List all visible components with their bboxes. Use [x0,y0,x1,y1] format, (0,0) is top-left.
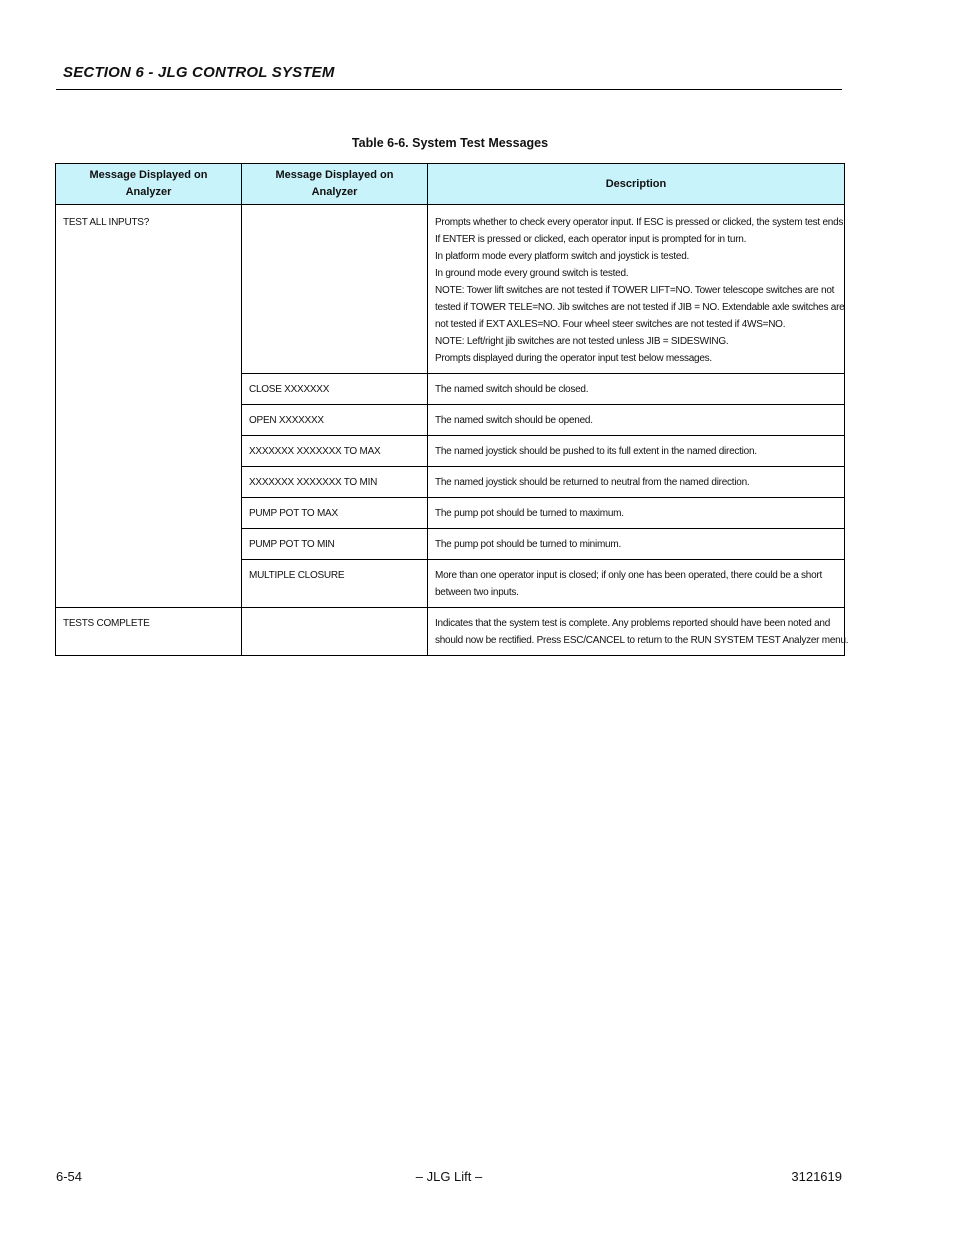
header-line: Message Displayed on [275,169,394,181]
cell-analyzer-message: MULTIPLE CLOSURE [242,560,428,608]
cell-analyzer-message: CLOSE XXXXXXX [242,374,428,405]
description-line: NOTE: Tower lift switches are not tested if TOWER LIFT=NO. Tower telescope switches are not [435,285,835,296]
description-line: The pump pot should be turned to maximum. [435,508,624,519]
section-title: SECTION 6 - JLG CONTROL SYSTEM [63,64,335,81]
cell-analyzer-message: XXXXXXX XXXXXXX TO MAX [242,436,428,467]
cell-description [428,374,845,405]
cell-analyzer-message: PUMP POT TO MAX [242,498,428,529]
cell-description [428,205,845,374]
cell-analyzer-message [242,205,428,374]
description-line: not tested if EXT AXLES=NO. Four wheel steer switches are not tested if 4WS=NO. [435,319,786,330]
description-line: Prompts displayed during the operator input test below messages. [435,353,712,364]
cell-analyzer-message: XXXXXXX XXXXXXX TO MIN [242,467,428,498]
cell-description [428,467,845,498]
description-line: The pump pot should be turned to minimum. [435,539,621,550]
description-line: Indicates that the system test is complete. Any problems reported should have been noted and [435,618,831,629]
header-line: Message Displayed on [89,169,208,181]
document-number: 3121619 [791,1169,842,1184]
cell-analyzer-message: PUMP POT TO MIN [242,529,428,560]
table-row [56,608,845,656]
cell-test-all-inputs: TEST ALL INPUTS? [56,205,242,608]
description-line: should now be rectified. Press ESC/CANCEL to return to the RUN SYSTEM TEST Analyzer menu. [435,635,849,646]
cell-description [428,560,845,608]
description-line: If ENTER is pressed or clicked, each operator input is prompted for in turn. [435,234,747,245]
description-line: between two inputs. [435,587,519,598]
cell-tests-complete: TESTS COMPLETE [56,608,242,656]
description-line: Prompts whether to check every operator input. If ESC is pressed or clicked, the system test ends. [435,217,846,228]
column-header-analyzer-message-2 [242,164,428,205]
table-title: Table 6-6. System Test Messages [351,136,549,150]
description-line: NOTE: Left/right jib switches are not tested unless JIB = SIDESWING. [435,336,729,347]
header-line: Analyzer [311,186,358,198]
footer-title: – JLG Lift – [415,1169,483,1184]
header-line: Analyzer [125,186,172,198]
description-line: The named joystick should be returned to neutral from the named direction. [435,477,750,488]
column-header-description [428,164,845,205]
system-test-messages-table [55,163,849,656]
description-line: More than one operator input is closed; if only one has been operated, there could be a short [435,570,823,581]
cell-analyzer-message: OPEN XXXXXXX [242,405,428,436]
cell-description [428,498,845,529]
header-line: Description [605,177,667,190]
page-number: 6-54 [56,1169,83,1184]
cell-analyzer-message [242,608,428,656]
table-header-row [56,164,845,205]
cell-description [428,529,845,560]
description-line: tested if TOWER TELE=NO. Jib switches are not tested if JIB = NO. Extendable axle switches are [435,302,845,313]
cell-description [428,405,845,436]
description-line: The named joystick should be pushed to its full extent in the named direction. [435,446,757,457]
header-divider [56,89,842,90]
description-line: The named switch should be opened. [435,415,593,426]
table-row [56,205,845,374]
description-line: In platform mode every platform switch and joystick is tested. [435,251,690,262]
cell-description [428,436,845,467]
column-header-analyzer-message-1 [56,164,242,205]
cell-description [428,608,849,656]
description-line: In ground mode every ground switch is tested. [435,268,629,279]
description-line: The named switch should be closed. [435,384,589,395]
